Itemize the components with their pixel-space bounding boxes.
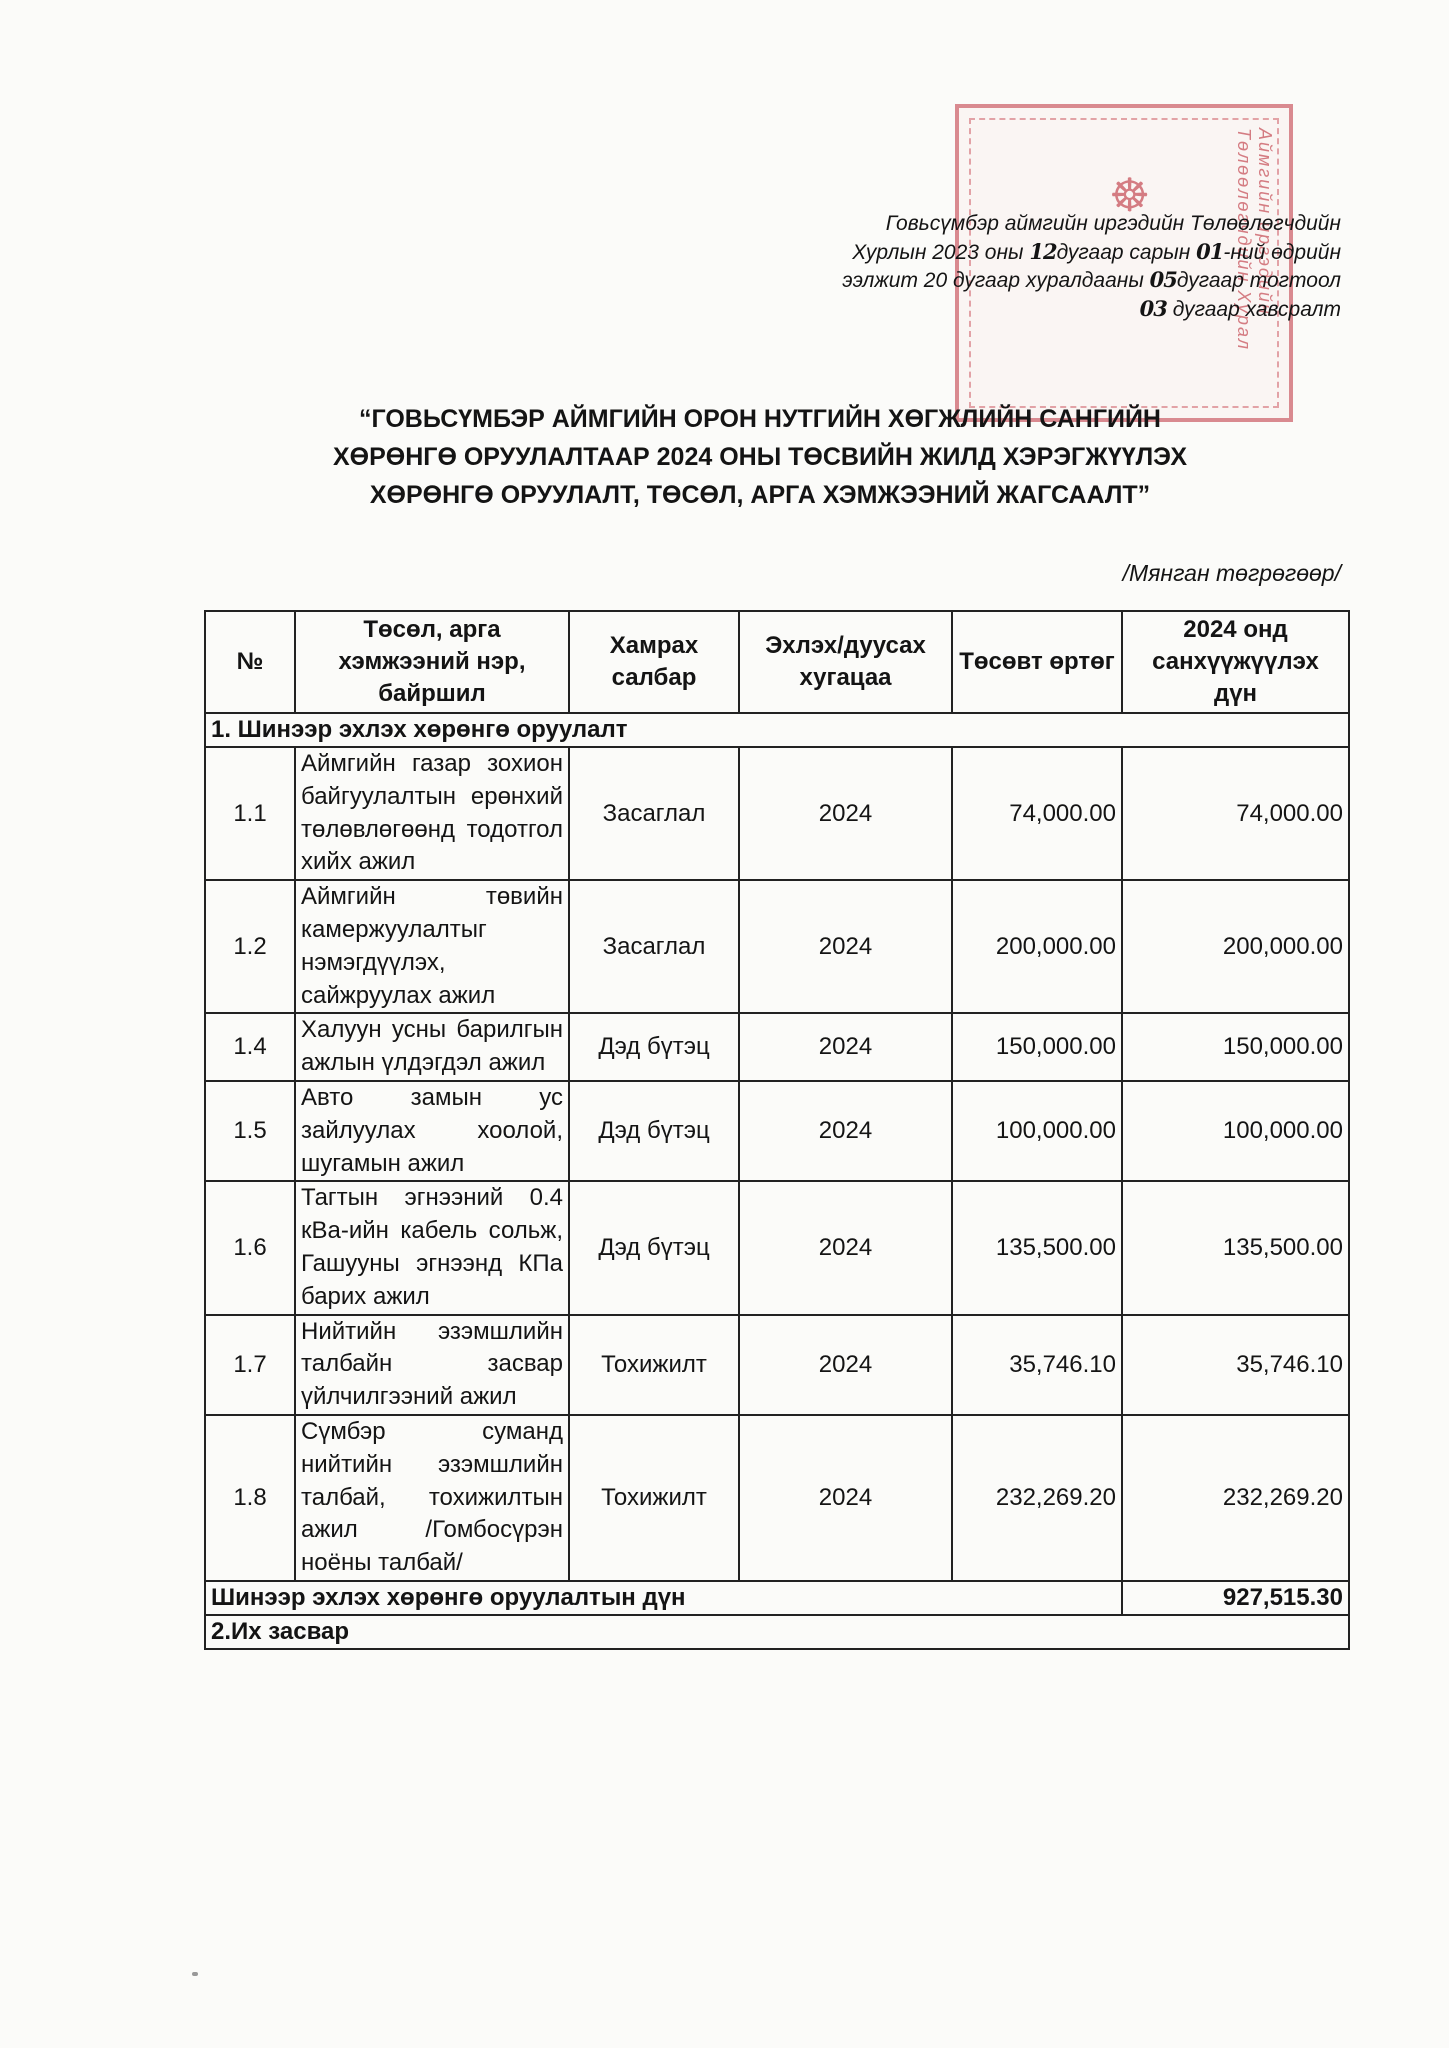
cell-finance: 74,000.00 xyxy=(1122,747,1349,880)
cell-finance: 35,746.10 xyxy=(1122,1315,1349,1415)
cell-name: Аймгийн газар зохион байгуулалтын ерөнхий төлөвлөгөөнд тодотгол хийх ажил xyxy=(295,747,569,880)
cell-period: 2024 xyxy=(739,1181,952,1314)
section-row xyxy=(205,1615,1349,1649)
header-no: № xyxy=(205,611,295,713)
cell-no: 1.5 xyxy=(205,1081,295,1181)
cell-finance: 232,269.20 xyxy=(1122,1415,1349,1581)
investment-table xyxy=(204,610,1350,1650)
cell-finance: 200,000.00 xyxy=(1122,880,1349,1013)
table-row xyxy=(205,880,1349,1013)
cell-finance: 150,000.00 xyxy=(1122,1013,1349,1081)
cell-sector: Засаглал xyxy=(569,747,739,880)
table-header-row xyxy=(205,611,1349,713)
cell-no: 1.7 xyxy=(205,1315,295,1415)
cell-no: 1.4 xyxy=(205,1013,295,1081)
section-title: 2.Их засвар xyxy=(205,1615,1349,1649)
cell-name: Тагтын эгнээний 0.4 кВа-ийн кабель сольж, Гашууны эгнээнд КПа барих ажил xyxy=(295,1181,569,1314)
handwritten-day: 01 xyxy=(1196,238,1224,264)
cell-sector: Дэд бүтэц xyxy=(569,1013,739,1081)
cell-cost: 200,000.00 xyxy=(952,880,1122,1013)
table-row xyxy=(205,1013,1349,1081)
table-row xyxy=(205,1181,1349,1314)
stamp-text: Аймгийн иргэдийн Төлөөлөгчдийн Хурал xyxy=(1234,128,1275,351)
soyombo-emblem-icon: ☸ xyxy=(1109,169,1151,221)
cell-name: Авто замын ус зайлуулах хоолой, шугамын ажил xyxy=(295,1081,569,1181)
header-sector: Хамрах салбар xyxy=(569,611,739,713)
annex-line-3: ээлжит 20 дугаар хуралдааны 05дугаар тогтоол xyxy=(842,267,1341,292)
cell-cost: 232,269.20 xyxy=(952,1415,1122,1581)
cell-finance: 135,500.00 xyxy=(1122,1181,1349,1314)
total-row xyxy=(205,1581,1349,1615)
cell-cost: 135,500.00 xyxy=(952,1181,1122,1314)
handwritten-annex-number: 03 xyxy=(1139,295,1167,321)
cell-sector: Засаглал xyxy=(569,880,739,1013)
header-cost: Төсөвт өртөг xyxy=(952,611,1122,713)
cell-finance: 100,000.00 xyxy=(1122,1081,1349,1181)
cell-cost: 100,000.00 xyxy=(952,1081,1122,1181)
cell-name: Нийтийн эзэмшлийн талбайн засвар үйлчилгээний ажил xyxy=(295,1315,569,1415)
cell-cost: 74,000.00 xyxy=(952,747,1122,880)
cell-name: Аймгийн төвийн камержуулалтыг нэмэгдүүлэх, сайжруулах ажил xyxy=(295,880,569,1013)
cell-sector: Дэд бүтэц xyxy=(569,1081,739,1181)
cell-period: 2024 xyxy=(739,747,952,880)
total-label: Шинээр эхлэх хөрөнгө оруулалтын дүн xyxy=(205,1581,1122,1615)
total-value: 927,515.30 xyxy=(1122,1581,1349,1615)
cell-no: 1.1 xyxy=(205,747,295,880)
handwritten-month: 12 xyxy=(1029,238,1057,264)
cell-sector: Тохижилт xyxy=(569,1415,739,1581)
annex-line-1: Говьсүмбэр аймгийн иргэдийн Төлөөлөгчдийн xyxy=(885,212,1341,235)
cell-name: Сүмбэр суманд нийтийн эзэмшлийн талбай, тохижилтын ажил /Гомбосүрэн ноёны талбай/ xyxy=(295,1415,569,1581)
cell-cost: 35,746.10 xyxy=(952,1315,1122,1415)
cell-no: 1.2 xyxy=(205,880,295,1013)
cell-period: 2024 xyxy=(739,1415,952,1581)
table-row xyxy=(205,1415,1349,1581)
table-row xyxy=(205,1081,1349,1181)
annex-line-4: 03 дугаар хавсралт xyxy=(1139,295,1341,321)
header-period: Эхлэх/дуусах хугацаа xyxy=(739,611,952,713)
header-finance: 2024 онд санхүүжүүлэх дүн xyxy=(1122,611,1349,713)
document-title: “ГОВЬСҮМБЭР АЙМГИЙН ОРОН НУТГИЙН ХӨГЖЛИЙН САНГИЙН ХӨРӨНГӨ ОРУУЛАЛТААР 2024 ОНЫ ТӨСВИЙН ЖИЛД ХЭРЭГЖҮҮЛЭХ ХӨРӨНГӨ ОРУУЛАЛТ, ТӨСӨЛ, АРГА ХЭМЖЭЭНИЙ ЖАГСААЛТ” xyxy=(332,405,1188,509)
cell-sector: Дэд бүтэц xyxy=(569,1181,739,1314)
cell-period: 2024 xyxy=(739,880,952,1013)
cell-cost: 150,000.00 xyxy=(952,1013,1122,1081)
table-row xyxy=(205,1315,1349,1415)
scan-speck xyxy=(192,1972,198,1976)
handwritten-resolution-number: 05 xyxy=(1149,267,1177,292)
cell-sector: Тохижилт xyxy=(569,1315,739,1415)
cell-period: 2024 xyxy=(739,1081,952,1181)
cell-period: 2024 xyxy=(739,1013,952,1081)
header-name: Төсөл, арга хэмжээний нэр, байршил xyxy=(295,611,569,713)
cell-no: 1.8 xyxy=(205,1415,295,1581)
section-title: 1. Шинээр эхлэх хөрөнгө оруулалт xyxy=(205,713,1349,747)
section-row xyxy=(205,713,1349,747)
unit-note: /Мянган төгрөгөөр/ xyxy=(1122,560,1341,586)
annex-reference xyxy=(721,210,1341,323)
table-row xyxy=(205,747,1349,880)
cell-period: 2024 xyxy=(739,1315,952,1415)
cell-no: 1.6 xyxy=(205,1181,295,1314)
annex-line-2: Хурлын 2023 оны 12дугаар сарын 01-ний өдрийн xyxy=(852,238,1341,264)
cell-name: Халуун усны барилгын ажлын үлдэгдэл ажил xyxy=(295,1013,569,1081)
